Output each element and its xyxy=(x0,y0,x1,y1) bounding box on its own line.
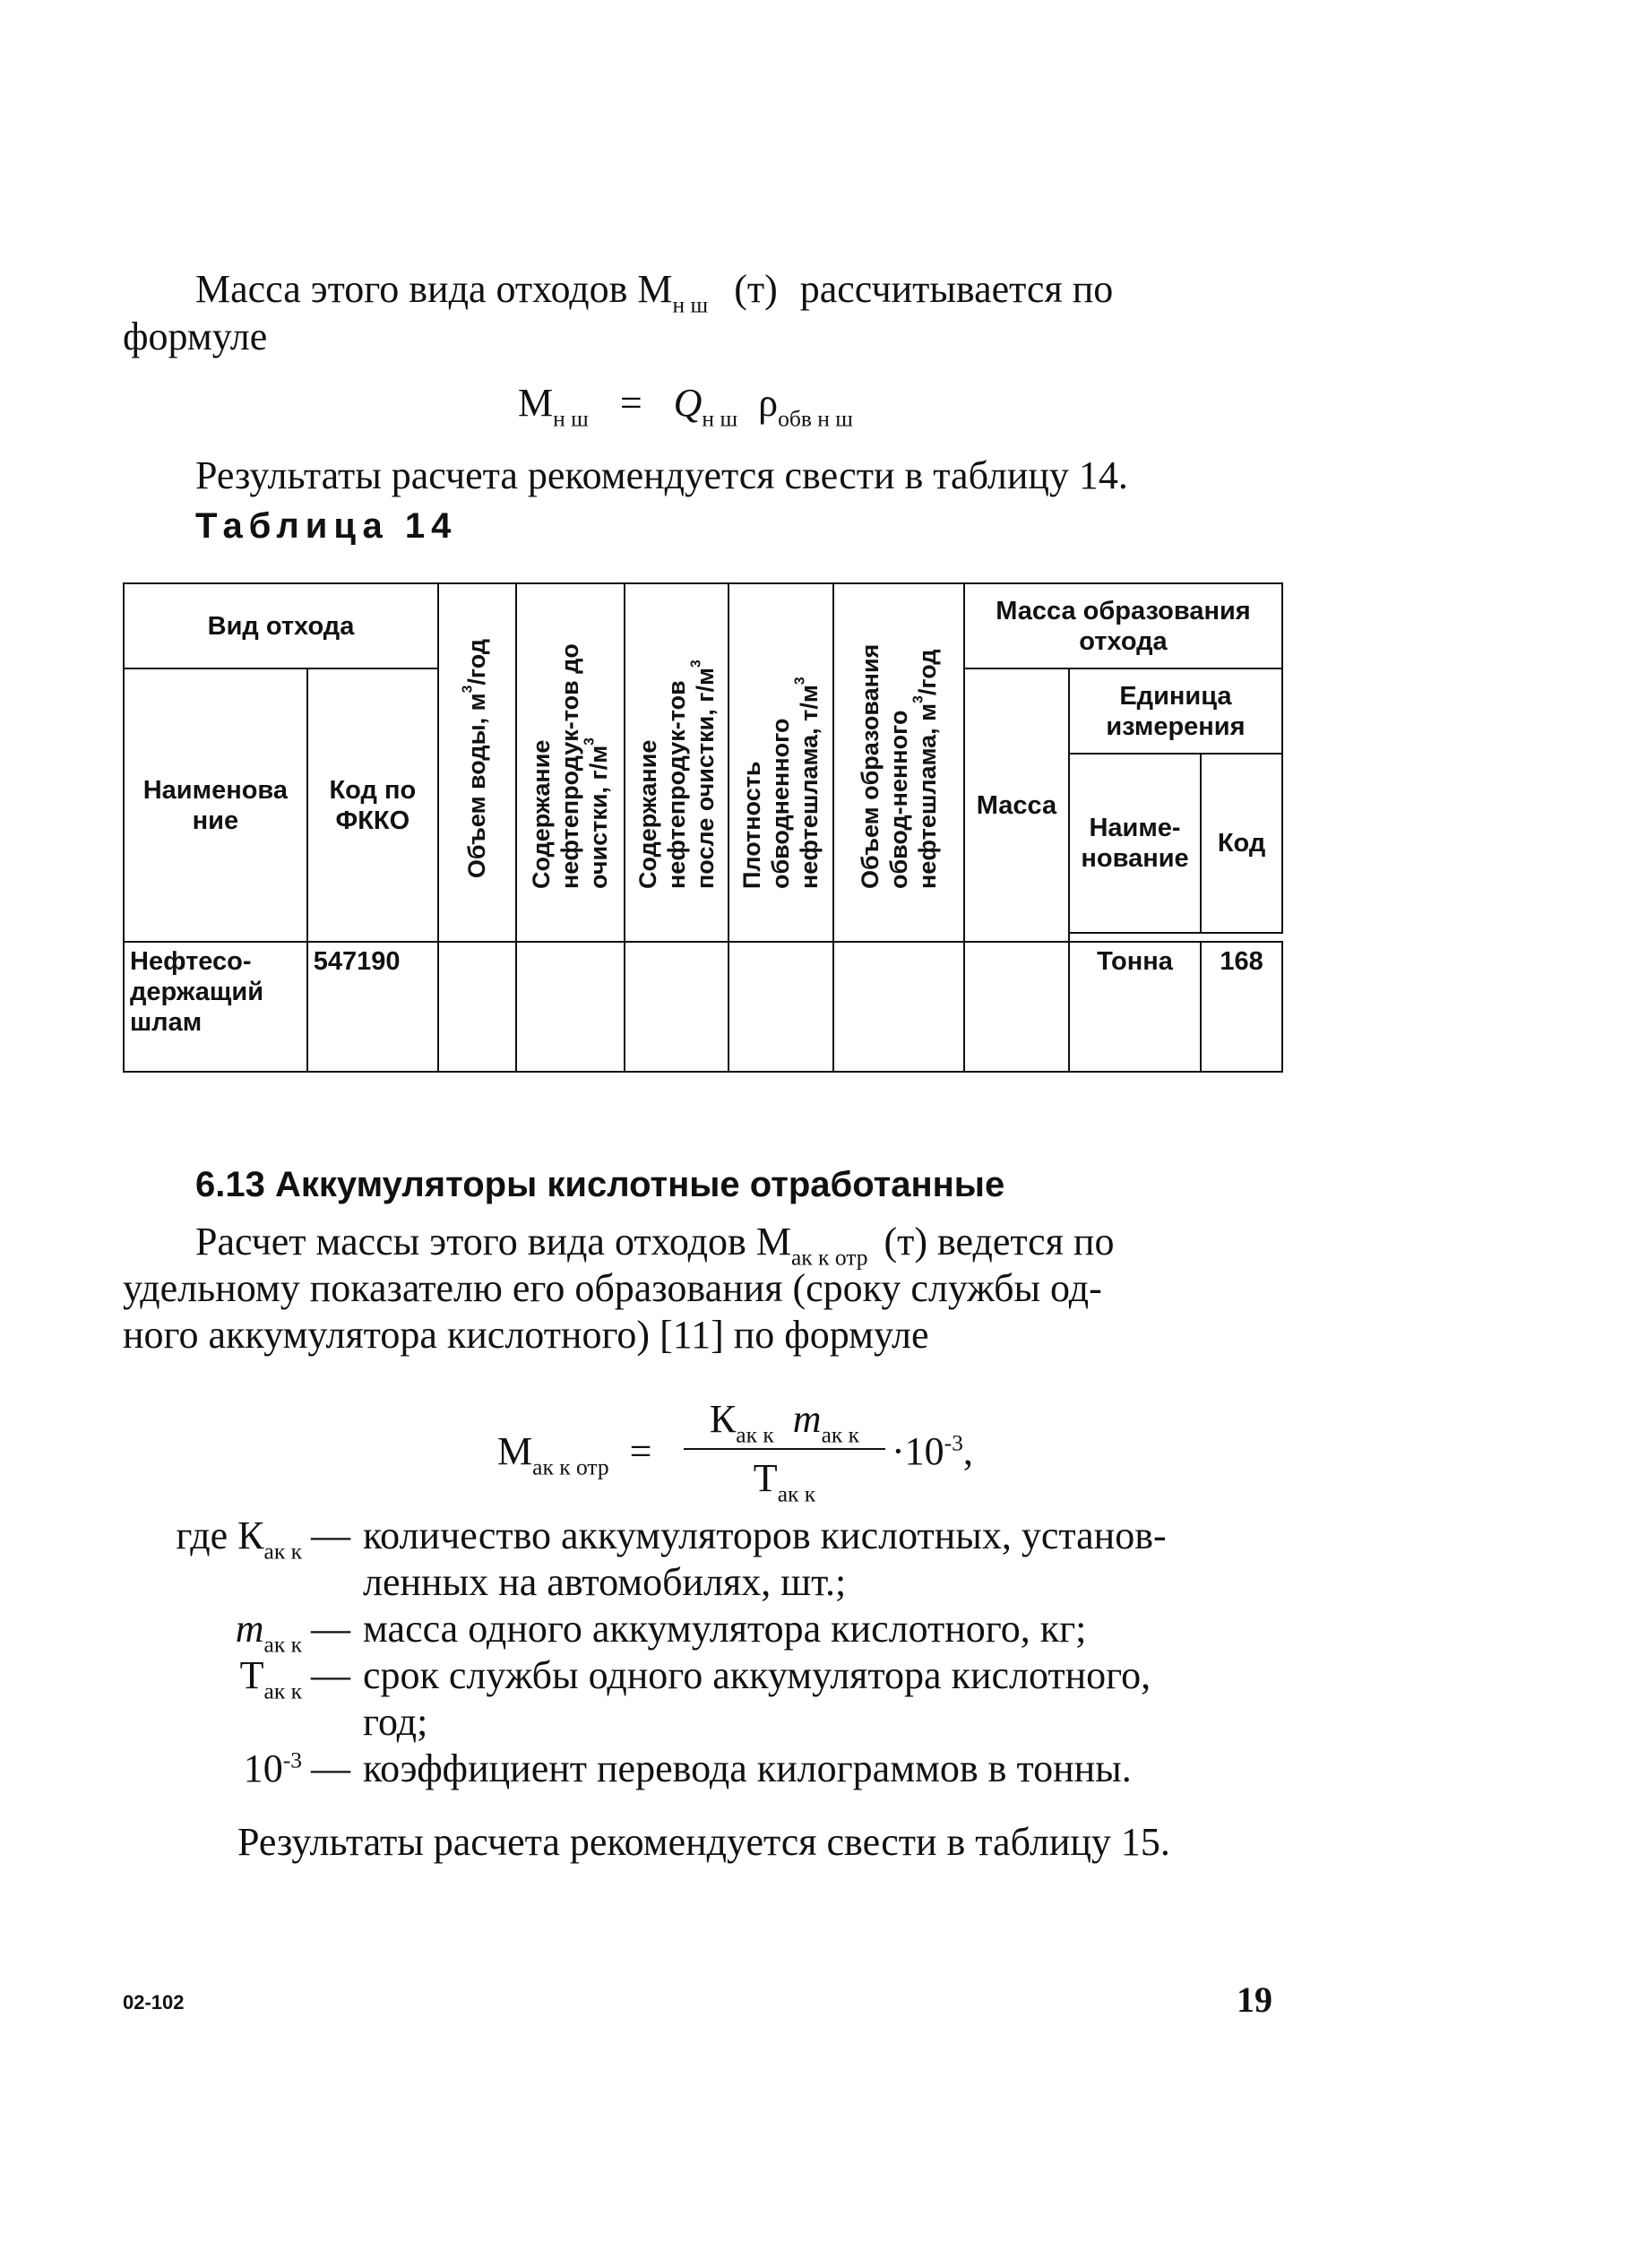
row-empty-cell xyxy=(728,942,833,1072)
formula1-eq: = xyxy=(619,381,642,425)
section-line-3: ного аккумулятора кислотного) [11] по формуле xyxy=(123,1313,929,1357)
table-14 xyxy=(123,582,1283,1073)
row-code: 547190 xyxy=(307,942,438,1072)
formula1-rho: ρ xyxy=(758,381,779,425)
formula-battery-mass: $М_{ак к отр}$ = $К_{ак к}$ $m_{ак к}$ $Т_{ак к}$ $\cdot 10^{-3}$, xyxy=(497,1397,973,1507)
fraction-bar xyxy=(684,1448,885,1450)
footer-code: 02-102 xyxy=(123,1991,185,2014)
formula1-rho-sub: обв н ш xyxy=(778,405,853,432)
header-unit-group: Единица измерения xyxy=(1069,668,1282,754)
header-name: Наименова ние xyxy=(124,668,307,942)
definition-item: $10^{-3}$ — коэффициент перевода килограммов в тонны. xyxy=(243,1746,1132,1790)
formula-mass-oil-sludge xyxy=(518,380,853,432)
results-note-14: Результаты расчета рекомендуется свести в таблицу 14. xyxy=(195,453,1128,497)
row-empty-cell xyxy=(964,942,1069,1072)
intro-text: Масса этого вида отходов М xyxy=(195,267,673,311)
definitions-list xyxy=(123,1513,1288,1792)
header-code-fkko: Код по ФККО xyxy=(307,668,438,942)
header-sludge-volume: Объем образования обвод-ненного нефтешлама, $м^3$/год xyxy=(833,583,964,942)
formula2-multiplier: $\cdot 10^{-3}$, xyxy=(892,1429,973,1473)
header-waste-type: Вид отхода xyxy=(124,583,438,668)
formula1-q-sub: н ш xyxy=(702,405,738,432)
formula2-denominator: $Т_{ак к}$ xyxy=(753,1456,816,1507)
row-name: Нефтесо-держащий шлам xyxy=(124,942,307,1072)
row-empty-cell xyxy=(625,942,728,1072)
formula1-lhs-sub: н ш xyxy=(553,405,589,432)
header-oil-after: Содержание нефтепродук-тов после очистки, $г/м^3$ xyxy=(625,583,728,942)
definition-item: где $К_{ак к}$ — количество аккумуляторов кислотных, установ- ленных на автомобилях, шт.; xyxy=(176,1513,1167,1604)
formula2-numerator: $К_{ак к}$ $m_{ак к}$ xyxy=(709,1397,860,1448)
page-number: 19 xyxy=(1237,1979,1272,2020)
intro-tail: рассчитывается по xyxy=(799,267,1114,311)
table-14-caption: Таблица 14 xyxy=(195,506,458,546)
results-note-15: Результаты расчета рекомендуется свести в таблицу 15. xyxy=(237,1820,1170,1864)
header-mass-group: Масса образования отхода xyxy=(964,583,1282,668)
header-water-volume: Объем воды, $м^3$/год xyxy=(438,583,516,942)
intro-line-2: формуле xyxy=(123,315,268,358)
section-heading: 6.13 Аккумуляторы кислотные отработанные xyxy=(195,1165,1005,1204)
formula1-lhs: М xyxy=(518,381,554,425)
intro-line-1 xyxy=(195,266,1284,318)
definition-item: $m_{ак к}$ — масса одного аккумулятора кислотного, кг; xyxy=(235,1607,1087,1658)
row-empty-cell xyxy=(438,942,516,1072)
section-line-2: удельному показателю его образования (сроку службы од- xyxy=(123,1266,1102,1310)
header-mass: Масса xyxy=(964,668,1069,942)
intro-unit: (т) xyxy=(734,267,778,311)
section-line-1: Расчет массы этого вида отходов $М_{ак к отр}$ (т) ведется по xyxy=(195,1220,1115,1271)
row-unit-code: 168 xyxy=(1201,942,1282,1072)
definition-item: $Т_{ак к}$ — срок службы одного аккумулятора кислотного, год; xyxy=(239,1653,1151,1744)
row-empty-cell xyxy=(516,942,625,1072)
row-unit-name: Тонна xyxy=(1069,942,1201,1072)
formula1-q: Q xyxy=(673,381,703,425)
header-unit-code: Код xyxy=(1201,754,1282,933)
row-empty-cell xyxy=(833,942,964,1072)
header-unit-name: Наиме-нование xyxy=(1069,754,1201,933)
header-density: Плотность обводненного нефтешлама, $т/м^3$ xyxy=(728,583,833,942)
intro-sub: н ш xyxy=(672,291,709,318)
header-oil-before: Содержание нефтепродук-тов до очистки, $г/м^3$ xyxy=(516,583,625,942)
